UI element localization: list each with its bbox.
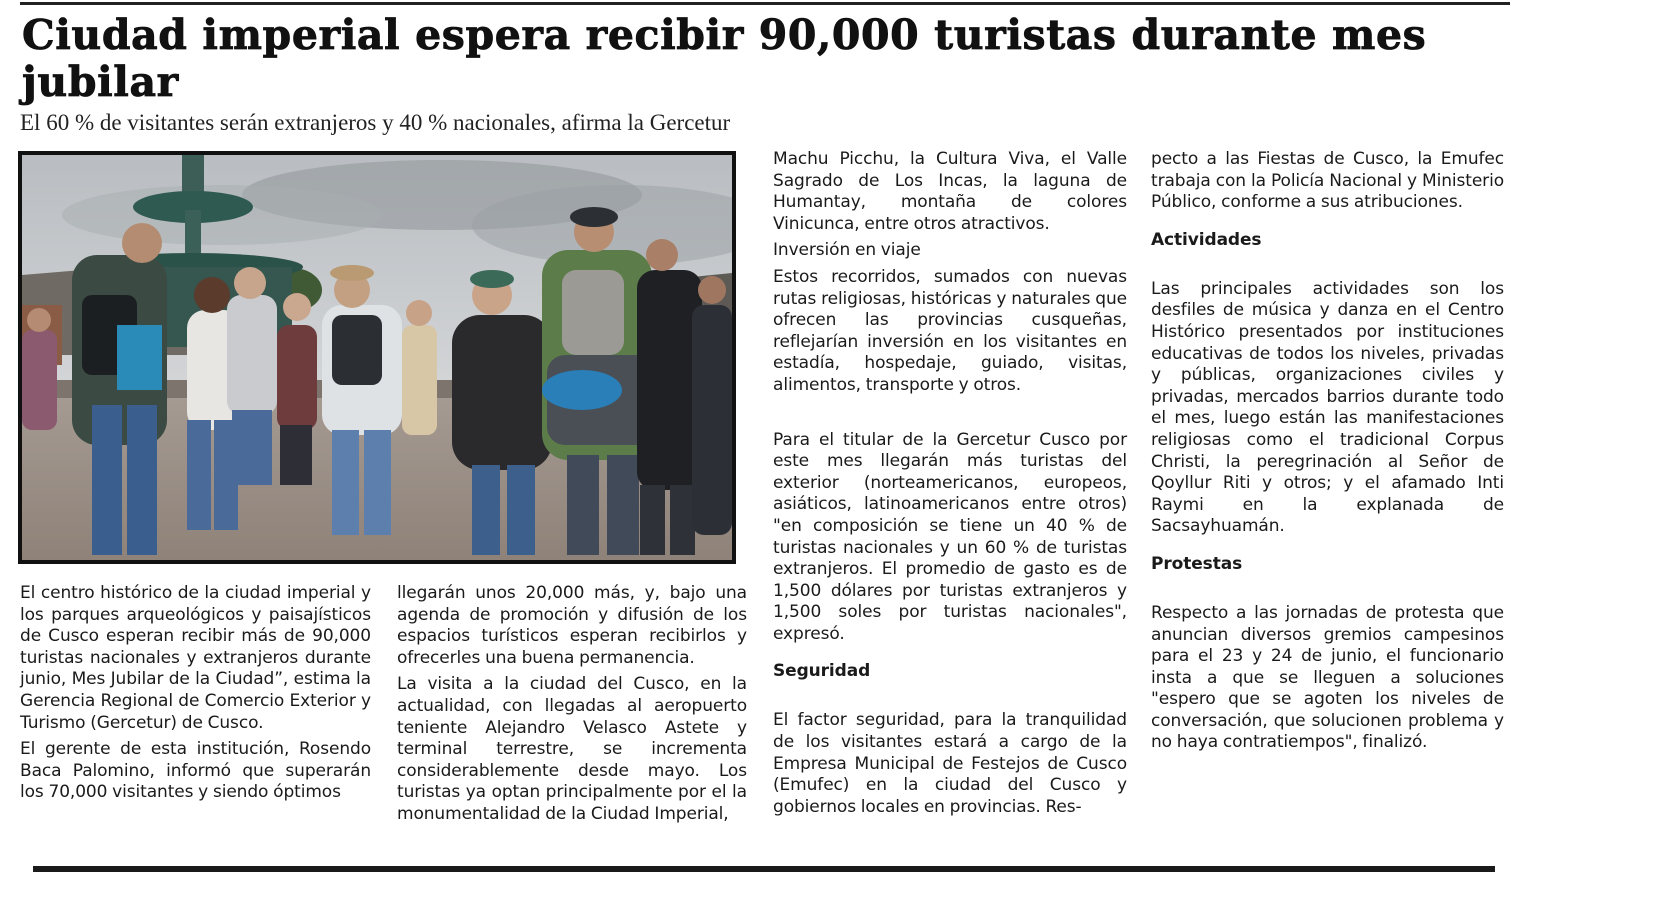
article-column-4: [1151, 149, 1504, 759]
spacer: [1151, 251, 1504, 279]
spacer: [773, 402, 1127, 430]
spacer: [773, 682, 1127, 710]
paragraph: El centro histórico de la ciudad imperial y los parques arqueológicos y paisajísticos de Cusco esperan recibir más de 90,000 turistas nacionales y extranjeros durante junio, Mes Jubilar de la Ciudad”, estima la Gerencia Regional de Comercio Exterior y Turismo (Gercetur) de Cusco.: [20, 583, 371, 733]
paragraph: Estos recorridos, sumados con nuevas rutas religiosas, históricas y naturales que ofrecen las provincias cusqueñas, reflejarían inversión en los visitantes en estadía, hospedaje, guiado, visitas, alimentos, transporte y otros.: [773, 266, 1127, 395]
spacer: [773, 650, 1127, 660]
paragraph: La visita a la ciudad del Cusco, en la actualidad, con llegadas al aeropuerto teniente Alejandro Velasco Astete y terminal terrestre, se incrementa considerablemente desde mayo. Los turistas ya optan principalmente por el la monumentalidad de la Ciudad Imperial,: [397, 674, 747, 824]
section-heading-actividades: Actividades: [1151, 229, 1262, 250]
photo-image-icon: [22, 155, 732, 560]
section-subheading-inversion: Inversión en viaje: [773, 240, 921, 261]
paragraph: Para el titular de la Gercetur Cusco por este mes llegarán más turistas del exterior (norteamericanos, europeos, asiáticos, latinoamericanos entre otros) "en composición se tiene un 40 % de turistas nacionales y un 60 % de turistas extranjeros. El promedio de gasto es de 1,500 dólares por turistas extranjeros y 1,500 soles por turistas nacionales", expresó.: [773, 429, 1127, 644]
top-rule: [20, 2, 1510, 5]
article-column-3: [773, 149, 1127, 823]
article-headline: Ciudad imperial espera recibir 90,000 turistas durante mes jubilar: [22, 11, 1427, 106]
paragraph: llegarán unos 20,000 más, y, bajo una agenda de promoción y difusión de los espacios turísticos esperan recibirlos y ofrecerles una buena permanencia.: [397, 583, 747, 668]
section-heading-protestas: Protestas: [1151, 553, 1243, 574]
paragraph: El factor seguridad, para la tranquilidad de los visitantes estará a cargo de la Empresa Municipal de Festejos de Cusco (Emufec) en la ciudad del Cusco y gobiernos locales en provincias. Res-: [773, 710, 1127, 817]
section-heading-seguridad: Seguridad: [773, 661, 871, 682]
article-column-1: [20, 583, 371, 809]
paragraph: Machu Picchu, la Cultura Viva, el Valle Sagrado de Los Incas, la laguna de Humantay, montaña de colores Vinicunca, entre otros atractivos.: [773, 149, 1127, 234]
paragraph: Respecto a las jornadas de protesta que anuncian diversos gremios campesinos para el 23 y 24 de junio, el funcionario insta a que se lleguen a soluciones "espero que se agoten los niveles de conversación, que solucionen problema y no haya contratiempos", finalizó.: [1151, 602, 1504, 753]
article-photo: [18, 151, 736, 564]
paragraph: El gerente de esta institución, Rosendo Baca Palomino, informó que superarán los 70,000 visitantes y siendo óptimos: [20, 739, 371, 803]
spacer: [1151, 219, 1504, 229]
article-subheadline: El 60 % de visitantes serán extranjeros y 40 % nacionales, afirma la Gercetur: [20, 110, 731, 135]
spacer: [1151, 575, 1504, 603]
spacer: [1151, 543, 1504, 553]
bottom-rule: [33, 866, 1495, 872]
paragraph: Las principales actividades son los desfiles de música y danza en el Centro Histórico presentados por instituciones educativas de todos los niveles, privadas y públicas, organizaciones civiles y privadas, mercados barrios durante todo el mes, luego están las manifestaciones religiosas como el tradicional Corpus Christi, la peregrinación al Señor de Qoyllur Riti y otros; y el afamado Inti Raymi en la explanada de Sacsayhuamán.: [1151, 278, 1504, 537]
article-column-2: [397, 583, 747, 831]
paragraph: pecto a las Fiestas de Cusco, la Emufec trabaja con la Policía Nacional y Ministerio Público, conforme a sus atribuciones.: [1151, 149, 1504, 213]
